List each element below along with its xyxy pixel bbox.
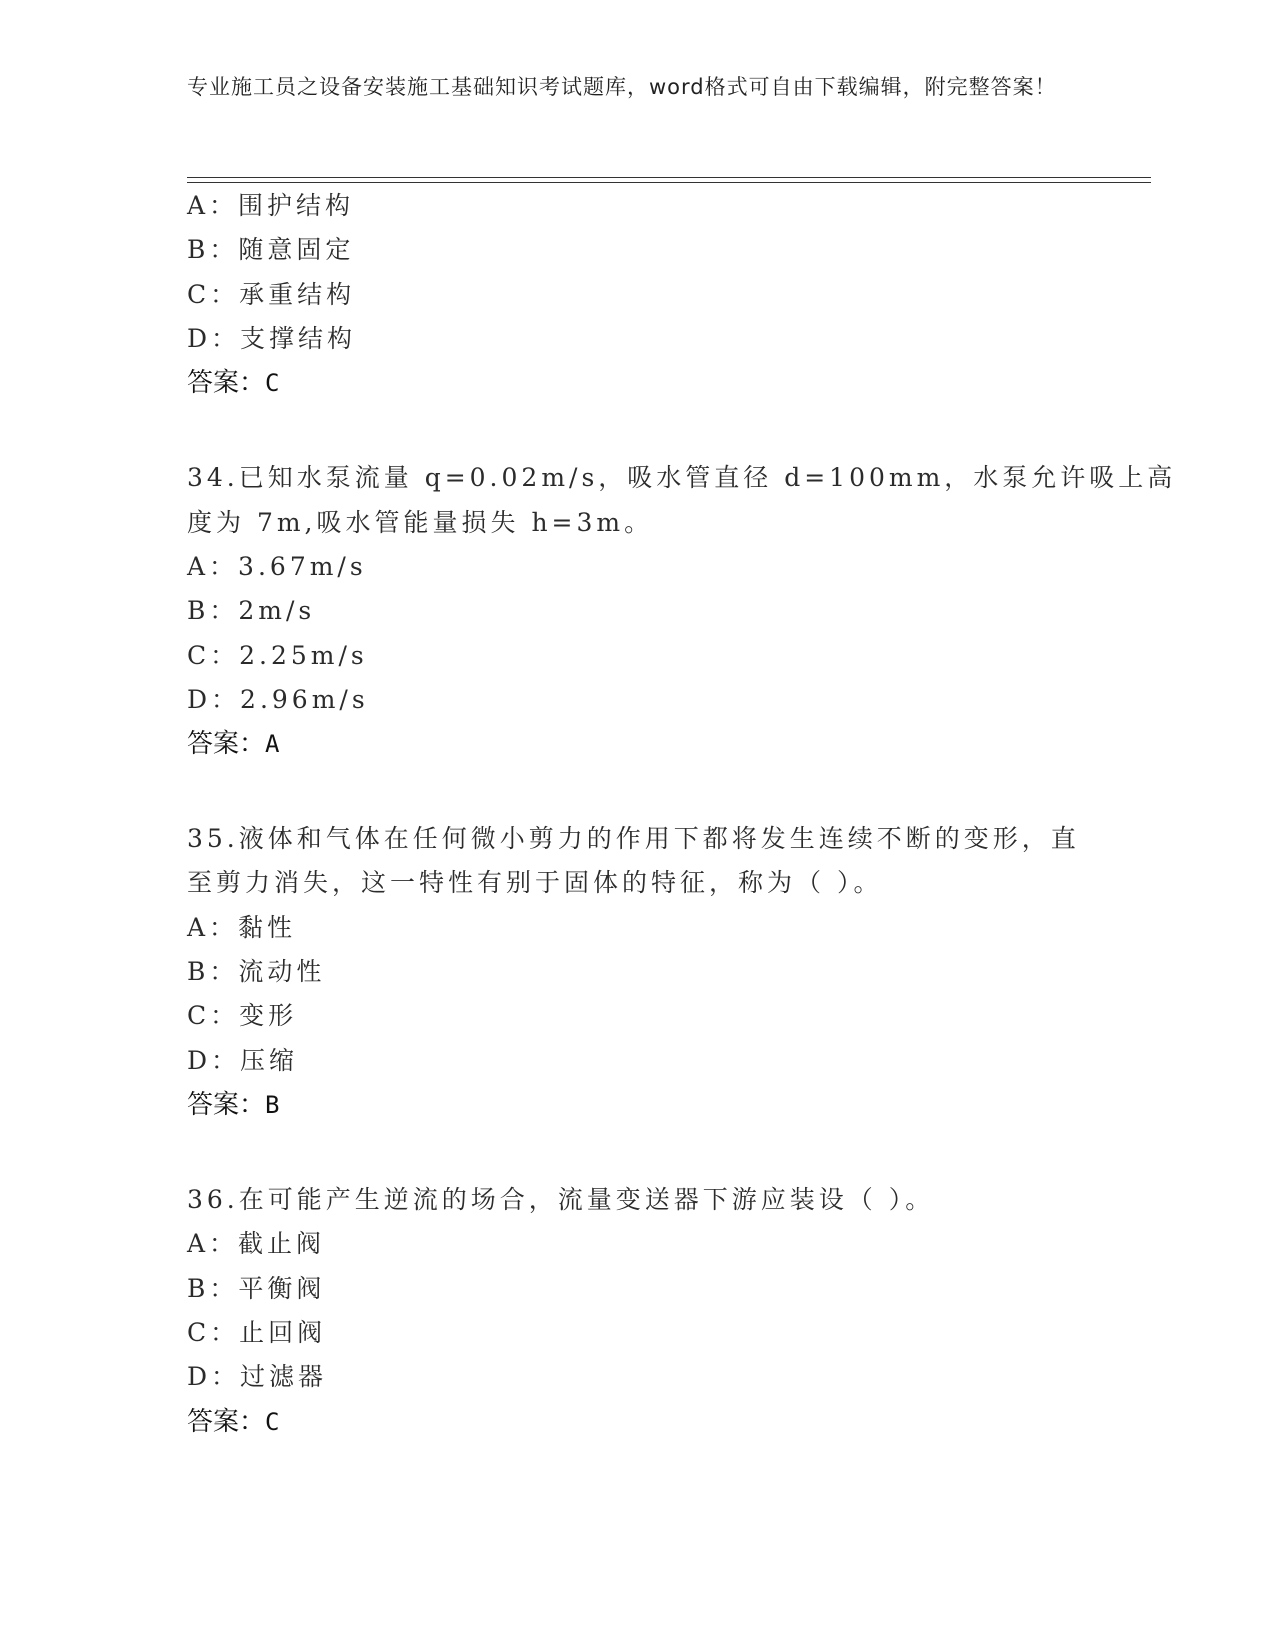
answer-label: 答案： [187,1407,266,1437]
answer-label: 答案： [187,729,266,759]
page-title: 专业施工员之设备安装施工基础知识考试题库，word格式可自由下载编辑，附完整答案！ [187,75,1057,99]
answer-line [187,728,279,760]
answer-line [187,367,279,399]
divider-bottom [187,182,1151,183]
answer-label: 答案： [187,368,266,398]
divider-top [187,177,1151,178]
question-text: 至剪力消失，这一特性有别于固体的特征，称为（ ）。 [187,868,883,897]
option-b: B：随意固定 [187,235,355,264]
option-a: A：截止阀 [187,1229,326,1258]
option-c: C：承重结构 [187,280,356,309]
option-d: D：过滤器 [187,1362,328,1391]
option-a: A：黏性 [187,913,297,942]
option-c: C：变形 [187,1001,298,1030]
option-c: C：止回阀 [187,1318,327,1347]
option-a: A：围护结构 [187,191,355,220]
question-text: 35.液体和气体在任何微小剪力的作用下都将发生连续不断的变形，直 [187,824,1080,853]
answer-line [187,1406,279,1438]
option-d: D：2.96m/s [187,685,369,714]
option-b: B：流动性 [187,957,326,986]
option-c: C：2.25m/s [187,641,368,670]
option-b: B：平衡阀 [187,1274,326,1303]
answer-line [187,1089,279,1121]
answer-value: A [265,730,280,758]
option-a: A：3.67m/s [187,552,367,581]
answer-value: B [265,1091,280,1119]
answer-value: C [265,1408,280,1436]
answer-label: 答案： [187,1090,266,1120]
option-b: B：2m/s [187,596,316,625]
question-text: 度为 7m,吸水管能量损失 h=3m。 [187,508,654,537]
option-d: D：支撑结构 [187,324,357,353]
option-d: D：压缩 [187,1046,299,1075]
answer-value: C [265,369,280,397]
question-text: 34.已知水泵流量 q=0.02m/s，吸水管直径 d=100mm，水泵允许吸上高 [187,463,1177,492]
question-text: 36.在可能产生逆流的场合，流量变送器下游应装设（ ）。 [187,1185,935,1214]
